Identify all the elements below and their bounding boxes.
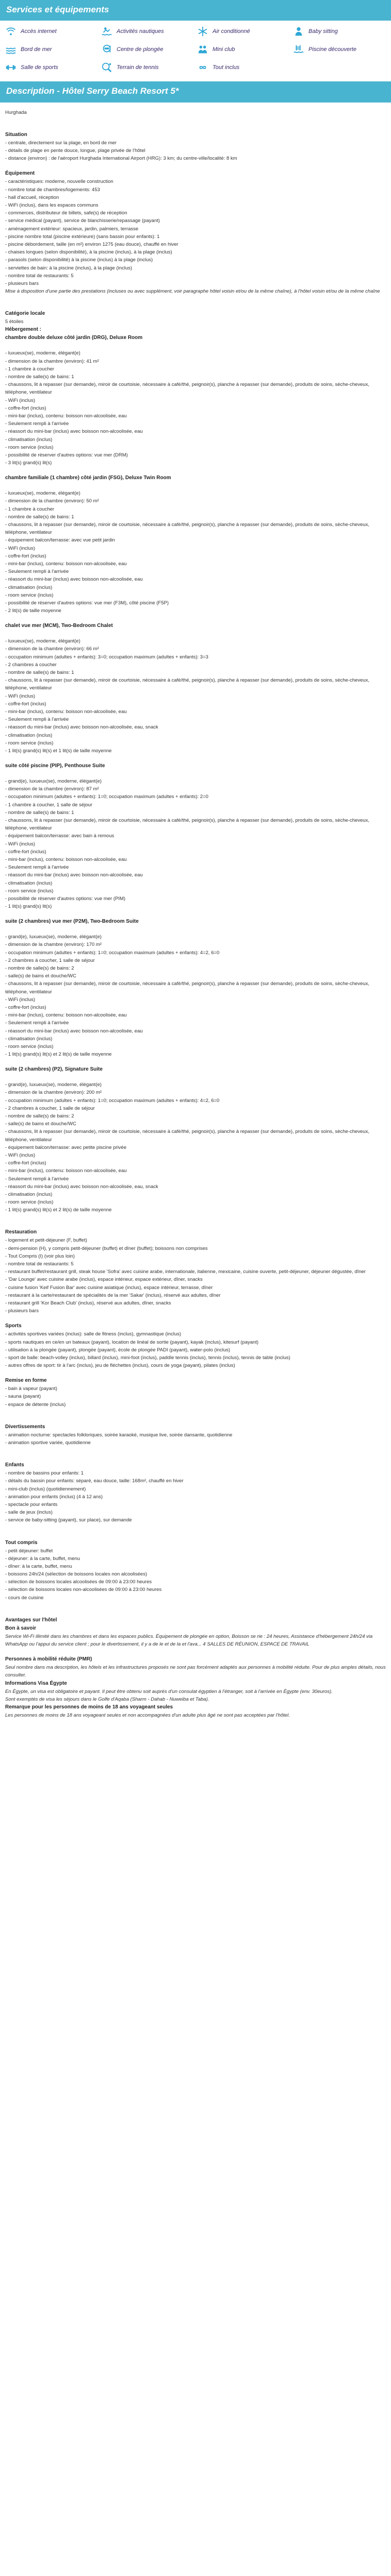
tennis-icon	[101, 62, 112, 73]
text-line: - utilisation à la plongée (payant), plongée (payant), école de plongée PADI (payant), water-polo (inclus)	[5, 1347, 231, 1353]
text-line: - climatisation (inclus)	[5, 1191, 53, 1197]
spacer	[5, 1409, 386, 1416]
text-line: - nombre de salle(s) de bains: 1	[5, 809, 74, 816]
text-line: - dimension de la chambre (environ): 200 m²	[5, 1090, 102, 1096]
text-line: - nombre de salle(s) de bains: 1	[5, 670, 74, 675]
subsection-heading: chambre familiale (1 chambre) côté jardin (FSG), Deluxe Twin Room	[5, 475, 171, 481]
text-line: - piscine débordement, taille (en m²) environ 1275 (eau douce), chauffé en hiver	[5, 241, 178, 247]
text-line: - plusieurs bars	[5, 280, 39, 286]
text-line: - petit déjeuner: buffet	[5, 1548, 53, 1554]
text-line: - climatisation (inclus)	[5, 880, 53, 886]
text-line: - hall d'accueil, réception	[5, 194, 59, 200]
service-item	[5, 44, 98, 55]
text-line: - plusieurs bars	[5, 1308, 39, 1314]
spacer	[5, 1214, 386, 1221]
section-heading: Sports	[5, 1323, 22, 1329]
text-line: - WiFi (inclus)	[5, 996, 36, 1003]
spacer	[5, 295, 386, 302]
text-line: - équipement balcon/terrasse: avec petite piscine privée	[5, 1144, 126, 1150]
text-line: - restaurant buffet/restaurant grill, steak house 'Sofra' avec cuisine arabe, internationale, italienne, mexicaine, cuisine ouverte, petit-déjeuner, déjeuner dégustée, dîner	[5, 1269, 366, 1275]
section-heading: Restauration	[5, 1229, 37, 1235]
text-line: - salle de jeux (inclus)	[5, 1510, 53, 1516]
text-line: - chaussons, lit à repasser (sur demande), miroir de courtoisie, nécessaire à café/thé, peignoir(s), planche à repasser (sur demande), produits de soins, sèche-cheveux, téléphone, ventilateur	[5, 981, 369, 995]
sea-icon	[5, 44, 17, 55]
section-heading: Catégorie locale	[5, 311, 45, 317]
service-item	[293, 26, 386, 37]
text-line: - sauna (payant)	[5, 1394, 41, 1400]
text-line: - logement et petit-déjeuner (F, buffet)	[5, 1238, 87, 1244]
service-label: Bord de mer	[21, 46, 52, 53]
text-line: - 1 lit(s) grand(s) lit(s) et 2 lit(s) de taille moyenne	[5, 1052, 112, 1058]
text-line: - occupation minimum (adultes + enfants): 3=0; occupation maximum (adultes + enfants): 3=3	[5, 654, 208, 660]
service-item	[197, 44, 290, 55]
spacer	[5, 770, 386, 777]
text-line: - 3 lit(s) grand(s) lit(s)	[5, 460, 52, 466]
text-line: - climatisation (inclus)	[5, 732, 53, 738]
services-grid	[5, 26, 386, 73]
text-line: - parasols (selon disponibilité) à la piscine (inclus) à la plage (inclus)	[5, 257, 153, 263]
text-line: - WiFi (inclus), dans les espaces communs	[5, 202, 99, 208]
text-line: - aménagement extérieur: spacieux, jardin, palmiers, terrasse	[5, 226, 139, 232]
text-line: - WiFi (inclus)	[5, 1152, 36, 1158]
text-line: - dimension de la chambre (environ): 66 m²	[5, 646, 99, 652]
text-line: - sélection de boissons locales non-alcoolisées de 09:00 à 23:00 heures	[5, 1587, 162, 1593]
service-item	[5, 26, 98, 37]
all-inclusive-icon	[197, 62, 208, 73]
text-line: - sport de balle: beach-volley (inclus), billard (inclus), mini-foot (inclus), paddle tennis (inclus), tennis (inclus), tennis de table (inclus)	[5, 1354, 290, 1361]
kids-club-icon	[197, 44, 208, 55]
text-line: - Tout Compris (I) (voir plus loin)	[5, 1253, 75, 1259]
text-line: - coffre-fort (inclus)	[5, 849, 46, 855]
text-line: - cours de cuisine	[5, 1595, 44, 1601]
text-line: - service de baby-sitting (payant), sur place), sur demande	[5, 1517, 132, 1523]
text-line: - 1 lit(s) grand(s) lit(s)	[5, 904, 52, 910]
text-line: - dimension de la chambre (environ): 41 m²	[5, 358, 99, 364]
text-line: - WiFi (inclus)	[5, 841, 36, 847]
text-line: - mini-bar (inclus), contenu: boisson non-alcoolisée, eau	[5, 561, 127, 567]
text-line: - nombre total de restaurants: 5	[5, 1261, 74, 1267]
text-line: - service médical (payant), service de blanchisserie/repassage (payant)	[5, 218, 160, 224]
text-line: - distance (environ) : de l'aéroport Hurghada International Airport (HRG): 3 km; du centre-ville/localité: 8 km	[5, 156, 237, 162]
spacer	[5, 1058, 386, 1065]
service-item	[197, 62, 290, 73]
text-line: - équipement balcon/terrasse: avec bain à remous	[5, 833, 115, 839]
text-line: - dimension de la chambre (environ): 50 m²	[5, 498, 99, 504]
service-item	[293, 44, 386, 55]
text-line: - coffre-fort (inclus)	[5, 1160, 46, 1166]
snowflake-icon	[197, 26, 208, 37]
text-line: - chaises longues (selon disponibilité), à la piscine (inclus), à la plage (inclus)	[5, 249, 172, 256]
watersports-icon	[101, 26, 112, 37]
text-line: - occupation minimum (adultes + enfants): 1=0; occupation maximum (adultes + enfants): 4=2, 6=0	[5, 950, 220, 956]
text-line: - luxueux(se), moderne, élégant(e)	[5, 638, 80, 645]
text-line: - mini-bar (inclus), contenu: boisson non-alcoolisée, eau	[5, 413, 127, 419]
text-line: - Seulement rempli à l'arrivée	[5, 569, 69, 575]
subsection-heading: chalet vue mer (MCM), Two-Bedroom Chalet	[5, 623, 113, 629]
service-label: Centre de plongée	[117, 46, 164, 53]
text-line: - Seulement rempli à l'arrivée	[5, 1020, 69, 1026]
spacer	[5, 615, 386, 622]
text-line: - mini-bar (inclus), contenu: boisson non-alcoolisée, eau	[5, 1012, 127, 1019]
note-paragraph: En Égypte, un visa est obligatoire et payant. Il peut être obtenu soit auprès d'un consulat égyptien à l'étranger, soit à l'arrivée en Égypte (env. 30euros).	[5, 1688, 333, 1694]
service-item	[5, 62, 98, 73]
section-heading: Divertissements	[5, 1423, 45, 1430]
text-line: - serviettes de bain: à la piscine (inclus), à la plage (inclus)	[5, 265, 133, 271]
service-item	[101, 44, 194, 55]
subsection-heading: Hébergement :	[5, 327, 42, 333]
text-line: - nombre total de chambres/logements: 453	[5, 187, 100, 193]
spacer	[5, 630, 386, 637]
note-paragraph: Sont exemptés de visa les séjours dans le Golfe d'Aqaba (Sharm - Dahab - Nuweiba et Taba).	[5, 1696, 209, 1702]
text-line: - 2 lit(s) de taille moyenne	[5, 608, 61, 614]
note-paragraph: Seul nombre dans ma description, les hôtels et les infrastructures proposés ne sont pas forcément adaptés aux personnes à mobilité réduite. Pour de plus amples détails, nous consulter.	[5, 1665, 386, 1679]
text-line: - bain à vapeur (payant)	[5, 1386, 57, 1392]
text-line: - room service (inclus)	[5, 444, 54, 450]
spacer	[5, 467, 386, 474]
text-line: - dimension de la chambre (environ): 170 m²	[5, 942, 102, 948]
text-line: - room service (inclus)	[5, 1043, 54, 1049]
text-line: - autres offres de sport: tir à l'arc (inclus), jeu de fléchettes (inclus), cours de yoga (payant), pilates (inclus)	[5, 1363, 235, 1369]
spacer	[5, 910, 386, 918]
text-line: - 1 lit(s) grand(s) lit(s) et 1 lit(s) de taille moyenne	[5, 748, 112, 754]
service-label: Accès internet	[21, 28, 57, 35]
subsection-heading: Personnes à mobilité réduite (PMR)	[5, 1656, 92, 1663]
service-label: Activités nautiques	[117, 28, 164, 35]
text-line: - chaussons, lit à repasser (sur demande), miroir de courtoisie, nécessaire à café/thé, peignoir(s), planche à repasser (sur demande), produits de soins, sèche-cheveux, téléphone, ventilateur	[5, 522, 369, 536]
text-line: - chaussons, lit à repasser (sur demande), miroir de courtoisie, nécessaire à café/thé, peignoir(s), planche à repasser (sur demande), produits de soins, sèche-cheveux, téléphone, ventilateur	[5, 677, 369, 691]
section-heading: Situation	[5, 131, 27, 138]
text-line: - climatisation (inclus)	[5, 436, 53, 443]
subsection-heading: suite (2 chambres) (P2), Signature Suite	[5, 1066, 103, 1073]
text-line: - luxueux(se), moderne, élégant(e)	[5, 350, 80, 357]
text-line: - nombre de salle(s) de bains: 1	[5, 374, 74, 380]
service-label: Tout inclus	[213, 64, 240, 71]
subsection-heading: suite (2 chambres) vue mer (P2M), Two-Bedroom Suite	[5, 919, 139, 925]
section-heading: Avantages sur l'hôtel	[5, 1617, 57, 1623]
text-line: - coffre-fort (inclus)	[5, 701, 46, 707]
text-line: - restaurant grill 'Kor Beach Club' (inclus), réservé aux adultes, dîner, snacks	[5, 1300, 171, 1306]
text-line: - 'Dar Lounge' avec cuisine arabe (inclus), espace intérieur, espace extérieur, dîner, snacks	[5, 1277, 203, 1283]
spacer	[5, 1648, 386, 1655]
text-line: - possibilité de réserver d'autres options: vue mer (DRM)	[5, 452, 128, 458]
service-label: Air conditionné	[213, 28, 250, 35]
description-body	[0, 103, 391, 1730]
spacer	[5, 926, 386, 933]
text-line: - 1 chambre à coucher, 1 salle de séjour	[5, 802, 92, 808]
subsection-heading: suite côté piscine (PIP), Penthouse Suite	[5, 763, 105, 769]
spacer	[5, 116, 386, 124]
note-paragraph: Mise à disposition d'une partie des prestations (incluses ou avec supplément, voir paragraphe hôtel voisin et/ou de la même chaîne), à l'hôtel voisin et/ou de la même chaîne	[5, 289, 380, 295]
services-header: Services et équipements	[0, 0, 391, 21]
text-line: - salle(s) de bains et douche/WC	[5, 973, 76, 979]
services-section	[0, 21, 391, 77]
spacer	[5, 1602, 386, 1609]
text-line: - animation nocturne: spectacles folkloriques, soirée karaoké, musique live, soirée dansante, quotidienne	[5, 1432, 233, 1438]
description-header: Description - Hôtel Serry Beach Resort 5*	[0, 81, 391, 102]
spacer	[5, 342, 386, 349]
text-line: - grand(e), luxueux(se), moderne, élégant(e)	[5, 934, 102, 940]
text-line: - possibilité de réserver d'autres options: vue mer (F3M), côté piscine (F5P)	[5, 600, 169, 606]
text-line: - WiFi (inclus)	[5, 397, 36, 403]
baby-icon	[293, 26, 304, 37]
text-line: - room service (inclus)	[5, 740, 54, 746]
text-line: - salle(s) de bains et douche/WC	[5, 1121, 76, 1127]
text-line: - dimension de la chambre (environ): 87 m²	[5, 786, 99, 792]
text-line: - réassort du mini-bar (inclus) avec boisson non-alcoolisée, eau, snack	[5, 724, 158, 731]
text-line: - climatisation (inclus)	[5, 1036, 53, 1042]
text-line: - espace de détente (inclus)	[5, 1401, 66, 1408]
pool-icon	[293, 44, 304, 55]
text-line: - 1 chambre à coucher	[5, 506, 55, 512]
text-line: - occupation minimum (adultes + enfants): 1=0; occupation maximum (adultes + enfants): 4=2, 6=0	[5, 1097, 220, 1104]
text-line: - mini-bar (inclus), contenu: boisson non-alcoolisée, eau	[5, 708, 127, 715]
text-line: - occupation minimum (adultes + enfants): 1=0; occupation maximum (adultes + enfants): 2=0	[5, 794, 208, 800]
spacer	[5, 482, 386, 489]
text-line: - nombre de bassins pour enfants: 1	[5, 1470, 84, 1477]
service-label: Terrain de tennis	[117, 64, 159, 71]
text-line: - dîner: à la carte, buffet, menu	[5, 1563, 72, 1569]
text-line: - cuisine fusion 'Keif Fusion Bar' avec cuisine asiatique (inclus), espace intérieur, terrasse, dîner	[5, 1284, 213, 1291]
text-line: - déjeuner: à la carte, buffet, menu	[5, 1555, 80, 1562]
text-line: - nombre de salle(s) de bains: 2	[5, 965, 74, 971]
text-line: - activités sportives variées (inclus): salle de fitness (inclus), gymnastique (inclus)	[5, 1331, 182, 1337]
spacer	[5, 755, 386, 762]
text-line: - nombre total de restaurants: 5	[5, 273, 74, 279]
wifi-icon	[5, 26, 17, 37]
service-label: Salle de sports	[21, 64, 58, 71]
text-line: - détails de plage en pente douce, longue, plage privée de l'hôtel	[5, 148, 145, 154]
service-label: Mini club	[213, 46, 235, 53]
text-line: - WiFi (inclus)	[5, 545, 36, 551]
text-line: - 2 chambres à coucher, 1 salle de séjour	[5, 957, 95, 963]
text-line: - réassort du mini-bar (inclus) avec boisson non-alcoolisée, eau	[5, 872, 143, 878]
text-line: - 2 chambres à coucher, 1 salle de séjour	[5, 1105, 95, 1111]
text-line: - piscine nombre total (piscine extérieure) (sans bassin pour enfants): 1	[5, 233, 160, 240]
fitness-icon	[5, 62, 17, 73]
subsection-heading: Remarque pour les personnes de moins de 18 ans voyageant seules	[5, 1704, 173, 1710]
text-line: - spectacle pour enfants	[5, 1501, 58, 1507]
subsection-heading: chambre double deluxe côté jardin (DRG), Deluxe Room	[5, 335, 143, 341]
text-line: - nombre de salle(s) de bains: 1	[5, 514, 74, 520]
text-line: - sports nautiques en ce/en un bateaux (payant), location de linéal de sortie (payant), kayak (inclus), kitesurf (payant)	[5, 1339, 259, 1345]
section-heading: Tout compris	[5, 1539, 38, 1546]
text-line: - mini-club (inclus) (quotidiennement)	[5, 1486, 86, 1492]
service-item	[101, 26, 194, 37]
subsection-heading: Informations Visa Égypte	[5, 1680, 67, 1686]
service-label: Piscine découverte	[308, 46, 356, 53]
spacer	[5, 1524, 386, 1532]
text-line: - luxueux(se), moderne, élégant(e)	[5, 490, 80, 497]
text-line: - réassort du mini-bar (inclus) avec boisson non-alcoolisée, eau	[5, 577, 143, 583]
text-line: - 1 chambre à coucher	[5, 366, 55, 372]
spacer	[5, 1447, 386, 1454]
text-line: - 1 lit(s) grand(s) lit(s) et 2 lit(s) de taille moyenne	[5, 1207, 112, 1213]
text-line: - coffre-fort (inclus)	[5, 553, 46, 559]
text-line: - grand(e), luxueux(se), moderne, élégant(e)	[5, 778, 102, 785]
text-line: - room service (inclus)	[5, 1199, 54, 1206]
text-line: - possibilité de réserver d'autres options: vue mer (PIM)	[5, 895, 126, 902]
text-line: 5 étoiles	[5, 319, 24, 325]
diving-icon	[101, 44, 112, 55]
service-item	[101, 62, 194, 73]
text-line: - grand(e), luxueux(se), moderne, élégant(e)	[5, 1082, 102, 1088]
subsection-heading: Bon à savoir	[5, 1625, 37, 1631]
text-line: - centrale, directement sur la plage, en bord de mer	[5, 140, 117, 146]
text-line: - détails du bassin pour enfants: séparé, eau douce, taille: 168m², chauffé en hiver	[5, 1478, 184, 1484]
section-heading: Remise en forme	[5, 1378, 47, 1384]
text-line: - Seulement rempli à l'arrivée	[5, 1176, 69, 1182]
text-line: - chaussons, lit à repasser (sur demande), miroir de courtoisie, nécessaire à café/thé, peignoir(s), planche à repasser (sur demande), produits de soins, sèche-cheveux, téléphone, ventilateur	[5, 382, 369, 396]
text-line: - réassort du mini-bar (inclus) avec boisson non-alcoolisée, eau	[5, 1028, 143, 1034]
text-line: - room service (inclus)	[5, 888, 54, 894]
note-paragraph: Les personnes de moins de 18 ans voyageant seules et non accompagnées d'un adulte plus âgé ne sont pas acceptées par l'hôtel.	[5, 1712, 290, 1718]
service-label: Baby sitting	[308, 28, 338, 35]
section-heading: Enfants	[5, 1462, 24, 1468]
spacer	[5, 1074, 386, 1081]
text-line: - WiFi (inclus)	[5, 693, 36, 699]
text-line: - Seulement rempli à l'arrivée	[5, 717, 69, 723]
text-line: - animation pour enfants (inclus) (4 à 12 ans)	[5, 1494, 103, 1500]
text-line: - chaussons, lit à repasser (sur demande), miroir de courtoisie, nécessaire à café/thé, peignoir(s), planche à repasser (sur demande), produits de soins, sèche-cheveux, téléphone, ventilateur	[5, 818, 369, 832]
text-line: - 2 chambres à coucher	[5, 662, 57, 668]
text-line: - réassort du mini-bar (inclus) avec boisson non-alcoolisée, eau	[5, 429, 143, 435]
text-line: - restaurant à la carte/restaurant de spécialités de la mer 'Sakar' (inclus), réservé aux adultes, dîner	[5, 1292, 221, 1298]
text-line: - coffre-fort (inclus)	[5, 1004, 46, 1010]
service-item	[197, 26, 290, 37]
section-heading: Équipement	[5, 171, 35, 177]
text-line: - room service (inclus)	[5, 592, 54, 598]
text-line: - caractéristiques: moderne, nouvelle construction	[5, 179, 113, 185]
text-line: - animation sportive variée, quotidienne	[5, 1440, 91, 1446]
text-line: - réassort du mini-bar (inclus) avec boisson non-alcoolisée, eau, snack	[5, 1183, 158, 1190]
text-line: - Seulement rempli à l'arrivée	[5, 421, 69, 427]
note-paragraph: Service Wi-Fi illimité dans les chambres et dans les espaces publics. Équipement de plongée en option, Boisson se rie : 24 heures, Assistance d'hébergement 24h/24 via WhatsApp ou l'appui du service client ; pour le divertissement, il y a de le et de la et l'ava... 4 SALLES DE RÉUNION, ESPACE DE TRAVAIL	[5, 1633, 373, 1647]
text-line: - climatisation (inclus)	[5, 584, 53, 590]
text-line: - coffre-fort (inclus)	[5, 405, 46, 411]
text-line: - mini-bar (inclus), contenu: boisson non-alcoolisée, eau	[5, 1168, 127, 1174]
text-line: - mini-bar (inclus), contenu: boisson non-alcoolisée, eau	[5, 856, 127, 862]
text-line: - équipement balcon/terrasse: avec vue petit jardin	[5, 537, 115, 544]
text-line: - chaussons, lit à repasser (sur demande), miroir de courtoisie, nécessaire à café/thé, peignoir(s), planche à repasser (sur demande), produits de soins, sèche-cheveux, téléphone, ventilateur	[5, 1129, 369, 1143]
text-line: - nombre de salle(s) de bains: 2	[5, 1113, 74, 1119]
text-line: - sélection de boissons locales alcoolisées de 09:00 à 23:00 heures	[5, 1579, 152, 1585]
text-line: - Seulement rempli à l'arrivée	[5, 865, 69, 871]
text-line: Hurghada	[5, 109, 27, 115]
text-line: - boissons 24h/24 (sélection de boissons locales non alcoolisées)	[5, 1571, 148, 1578]
text-line: - demi-pension (H), y compris petit-déjeuner (buffet) et dîner (buffet); boissons non comprises	[5, 1245, 208, 1251]
text-line: - commerces, distributeur de billets, safe(s) de réception	[5, 210, 127, 216]
